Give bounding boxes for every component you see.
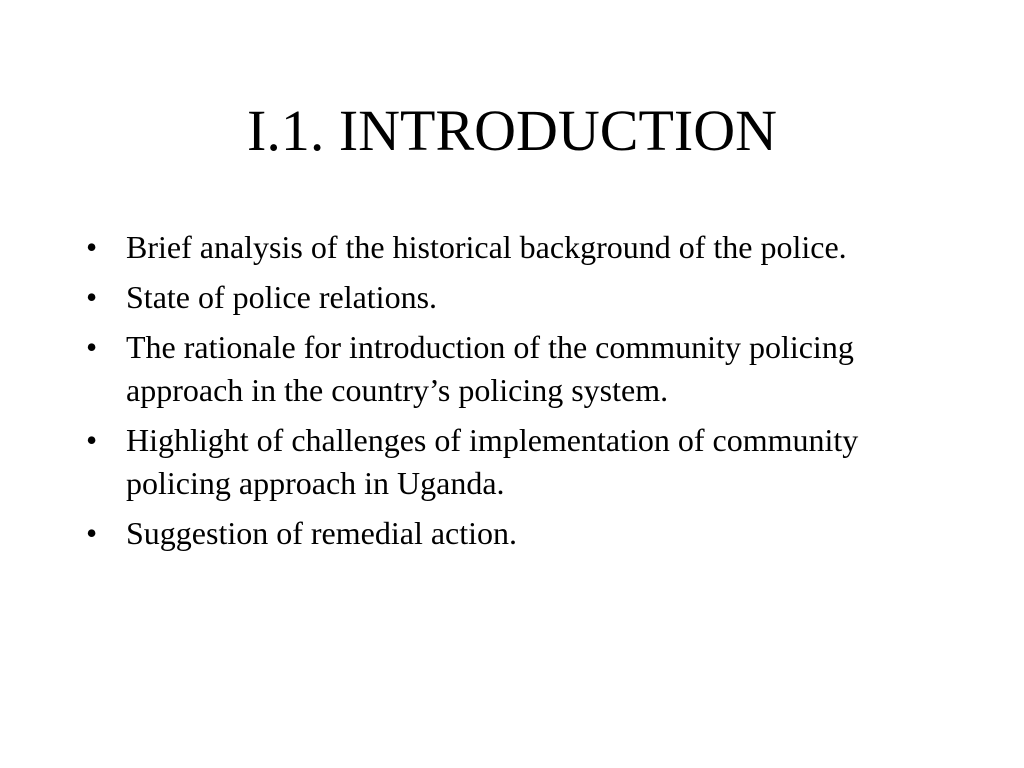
- bullet-icon: •: [86, 329, 98, 365]
- bullet-icon: •: [86, 515, 98, 551]
- list-item: [86, 419, 966, 505]
- bullet-icon: •: [86, 279, 98, 315]
- list-item: [86, 276, 966, 319]
- bullet-icon: •: [86, 422, 98, 458]
- bullet-text: State of police relations.: [126, 279, 438, 315]
- list-item: [86, 512, 966, 555]
- bullet-icon: •: [86, 229, 98, 265]
- list-item: [86, 326, 966, 412]
- bullet-text: The rationale for introduction of the community policing approach in the country’s policing system.: [126, 329, 854, 408]
- bullet-text: Brief analysis of the historical background of the police.: [126, 229, 847, 265]
- bullet-list: [86, 226, 966, 562]
- list-item: [86, 226, 966, 269]
- bullet-text: Suggestion of remedial action.: [126, 515, 518, 551]
- slide-title: I.1. INTRODUCTION: [247, 98, 777, 163]
- bullet-text: Highlight of challenges of implementation of community policing approach in Uganda.: [126, 422, 859, 501]
